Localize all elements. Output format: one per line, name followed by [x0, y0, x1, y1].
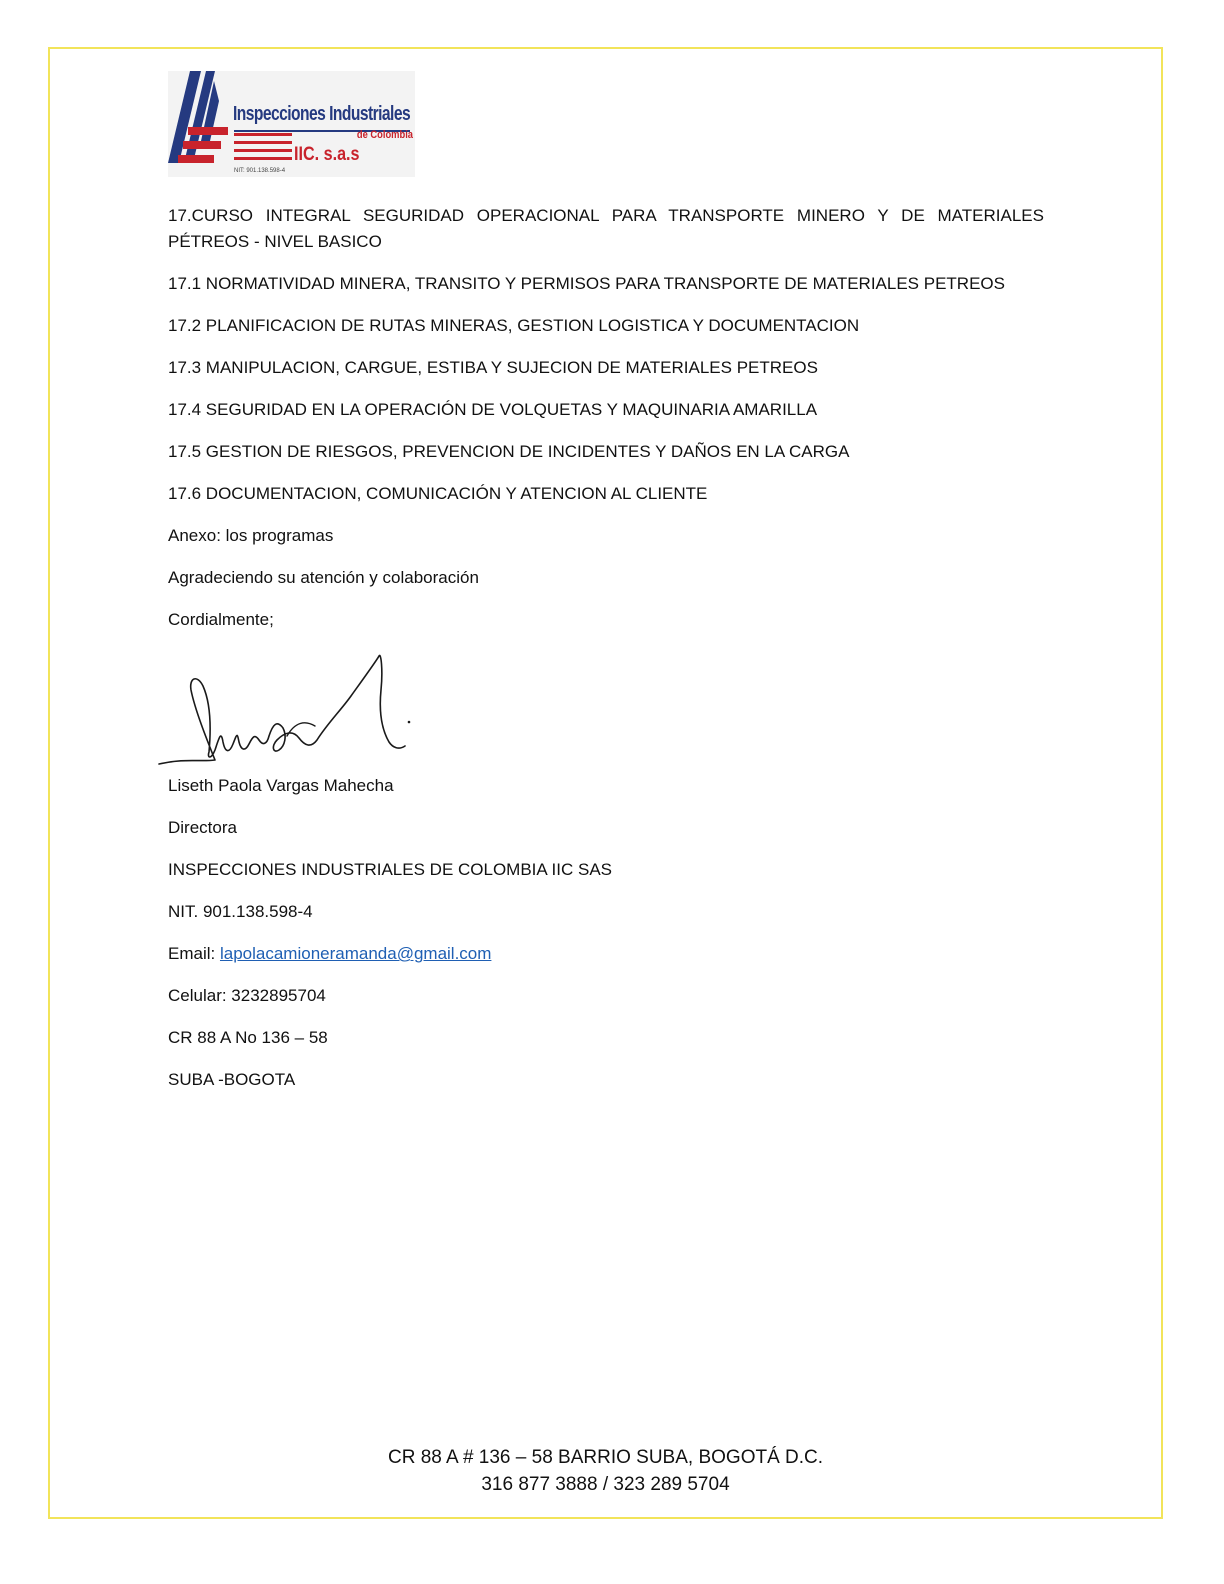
footer-phones: 316 877 3888 / 323 289 5704: [481, 1474, 730, 1495]
signer-phone: Celular: 3232895704: [168, 986, 326, 1005]
handwritten-signature: [155, 650, 420, 775]
logo-brand-nit: NIT: 901.138.598-4: [234, 168, 286, 174]
course-item: 17.2 PLANIFICACION DE RUTAS MINERAS, GESTION LOGISTICA Y DOCUMENTACION: [168, 316, 860, 335]
signer-address: CR 88 A No 136 – 58: [168, 1028, 328, 1047]
signature-block: [168, 773, 868, 1093]
signer-name: Liseth Paola Vargas Mahecha: [168, 776, 394, 795]
course-item: 17.1 NORMATIVIDAD MINERA, TRANSITO Y PERMISOS PARA TRANSPORTE DE MATERIALES PETREOS: [168, 274, 1005, 293]
course-item: 17.4 SEGURIDAD EN LA OPERACIÓN DE VOLQUETAS Y MAQUINARIA AMARILLA: [168, 400, 818, 419]
email-link[interactable]: lapolacamioneramanda@gmail.com: [219, 944, 492, 963]
page-footer: [48, 1444, 1163, 1498]
logo-brand-name: Inspecciones Industriales: [233, 103, 411, 125]
course-item: 17.5 GESTION DE RIESGOS, PREVENCION DE INCIDENTES Y DAÑOS EN LA CARGA: [168, 442, 850, 461]
signer-role: Directora: [168, 818, 237, 837]
logo-brand-sub: de Colombia: [356, 129, 413, 141]
footer-address: CR 88 A # 136 – 58 BARRIO SUBA, BOGOTÁ D.C.: [387, 1447, 824, 1468]
signer-city: SUBA -BOGOTA: [168, 1070, 296, 1089]
thanks-line: Agradeciendo su atención y colaboración: [168, 568, 479, 587]
signer-nit: NIT. 901.138.598-4: [168, 902, 313, 921]
course-item: 17.3 MANIPULACION, CARGUE, ESTIBA Y SUJECION DE MATERIALES PETREOS: [168, 358, 818, 377]
logo-brand-short: IIC. s.a.s: [294, 144, 360, 165]
annex-line: Anexo: los programas: [168, 526, 334, 545]
course-item: 17.6 DOCUMENTACION, COMUNICACIÓN Y ATENCION AL CLIENTE: [168, 484, 708, 503]
signer-company: INSPECCIONES INDUSTRIALES DE COLOMBIA IIC SAS: [168, 860, 612, 879]
signer-email-line: [168, 941, 868, 967]
company-logo: [168, 71, 415, 177]
closing-line: Cordialmente;: [168, 610, 274, 629]
email-label: Email:: [168, 944, 220, 963]
course-title: 17.CURSO INTEGRAL SEGURIDAD OPERACIONAL PARA TRANSPORTE MINERO Y DE MATERIALES PÉTREOS - NIVEL BASICO: [168, 206, 1044, 251]
letter-body: [168, 203, 1044, 633]
